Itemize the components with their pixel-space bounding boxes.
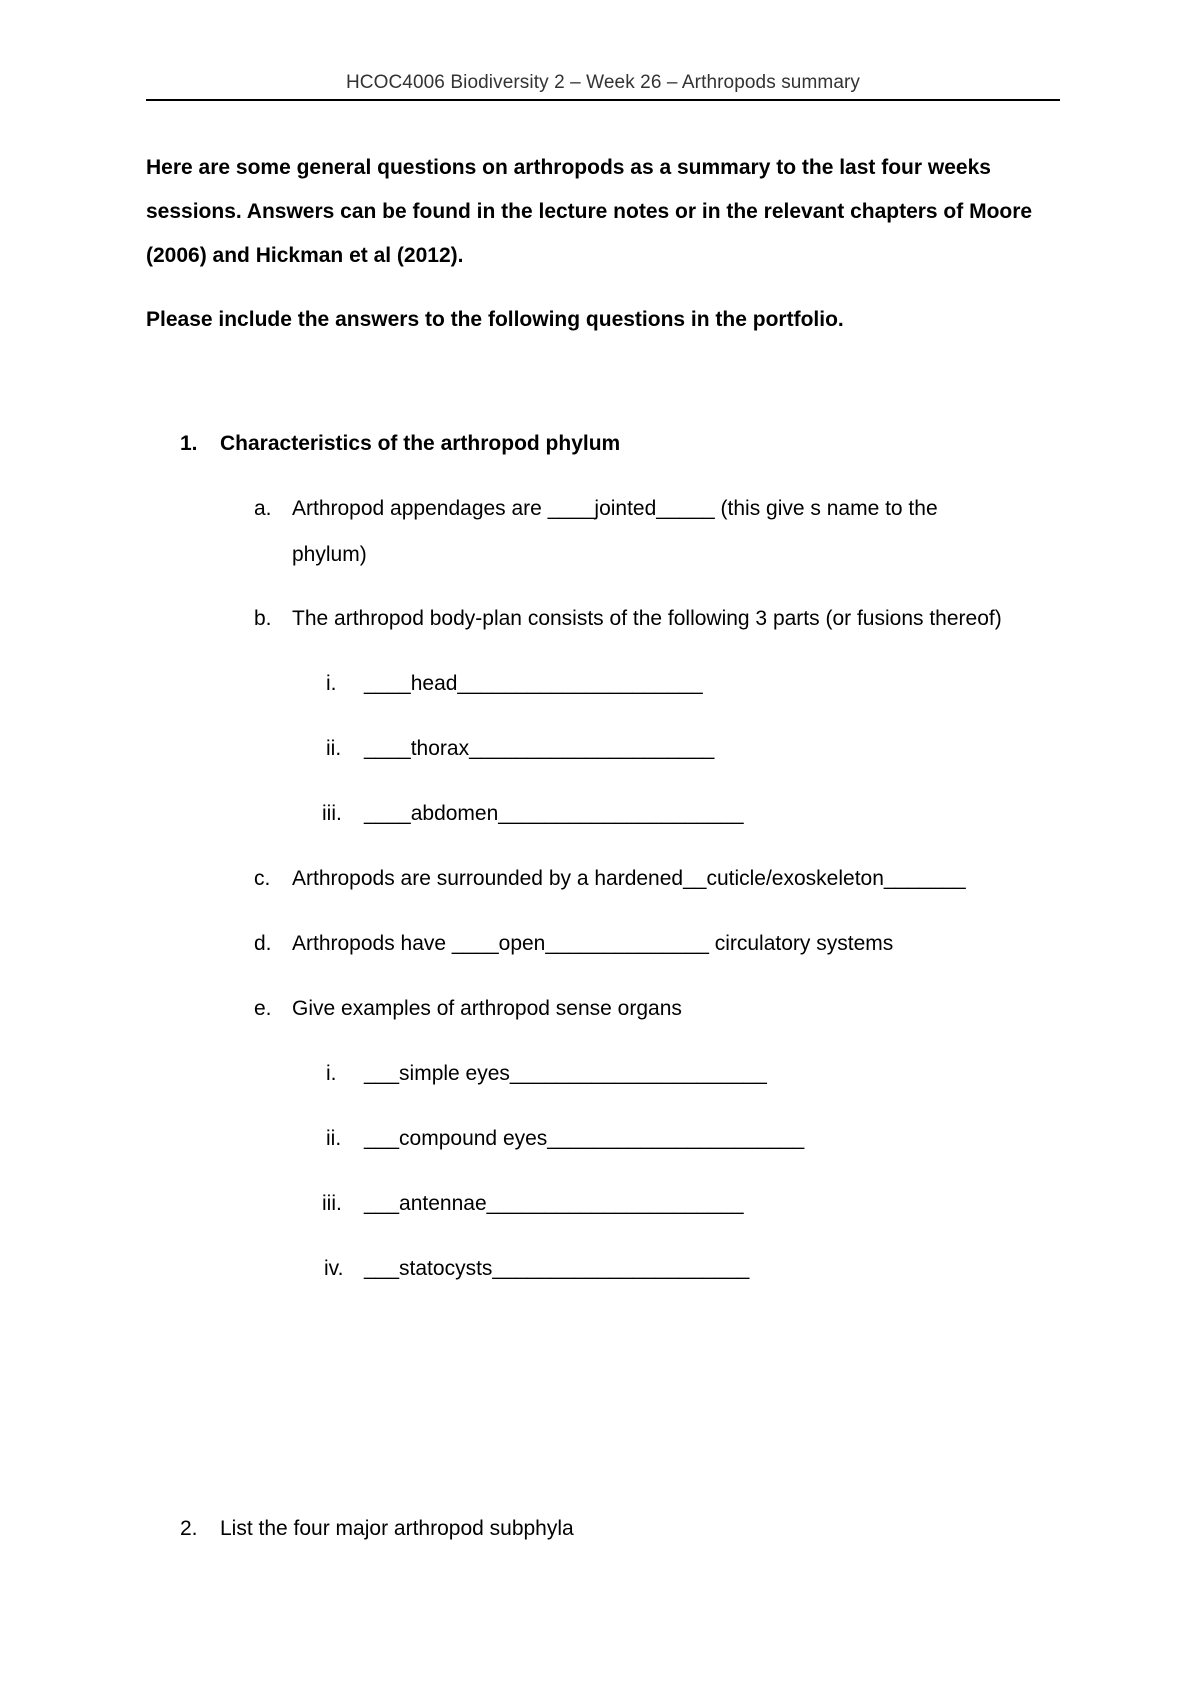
question-title: Characteristics of the arthropod phylum <box>220 432 621 455</box>
roman-numeral: ii. <box>326 1127 342 1150</box>
item-text-continuation: phylum) <box>292 543 367 566</box>
roman-numeral: iv. <box>324 1257 344 1280</box>
answer-text: ___statocysts______________________ <box>364 1257 750 1280</box>
intro-instruction: Please include the answers to the following questions in the portfolio. <box>146 308 844 331</box>
answer-text: ____head_____________________ <box>364 672 703 695</box>
item-letter: b. <box>254 607 272 630</box>
item-text: Arthropods are surrounded by a hardened__cuticle/exoskeleton_______ <box>292 867 966 890</box>
intro-line-3: (2006) and Hickman et al (2012). <box>146 244 464 267</box>
intro-block <box>146 146 1066 342</box>
item-letter: d. <box>254 932 272 955</box>
roman-numeral: iii. <box>322 802 342 825</box>
intro-line-1: Here are some general questions on arthropods as a summary to the last four weeks <box>146 156 991 179</box>
answer-text: ___compound eyes______________________ <box>364 1127 805 1150</box>
intro-line-2: sessions. Answers can be found in the lecture notes or in the relevant chapters of Moore <box>146 200 1033 223</box>
roman-numeral: ii. <box>326 737 342 760</box>
item-text: Give examples of arthropod sense organs <box>292 997 682 1020</box>
question-title: List the four major arthropod subphyla <box>220 1517 574 1540</box>
item-letter: a. <box>254 497 272 520</box>
item-letter: e. <box>254 997 272 1020</box>
item-text: Arthropods have ____open______________ circulatory systems <box>292 932 894 955</box>
item-letter: c. <box>254 867 271 890</box>
question-number: 1. <box>180 432 198 455</box>
answer-text: ____abdomen_____________________ <box>364 802 744 825</box>
header-rule <box>146 99 1060 101</box>
item-text: Arthropod appendages are ____jointed_____ (this give s name to the <box>292 497 938 520</box>
answer-text: ____thorax_____________________ <box>364 737 715 760</box>
item-text: The arthropod body-plan consists of the following 3 parts (or fusions thereof) <box>292 607 1002 630</box>
answer-text: ___simple eyes______________________ <box>364 1062 767 1085</box>
roman-numeral: iii. <box>322 1192 342 1215</box>
question-number: 2. <box>180 1517 198 1540</box>
roman-numeral: i. <box>326 1062 337 1085</box>
answer-text: ___antennae______________________ <box>364 1192 744 1215</box>
roman-numeral: i. <box>326 672 337 695</box>
page-header: HCOC4006 Biodiversity 2 – Week 26 – Arthropods summary <box>345 72 861 93</box>
